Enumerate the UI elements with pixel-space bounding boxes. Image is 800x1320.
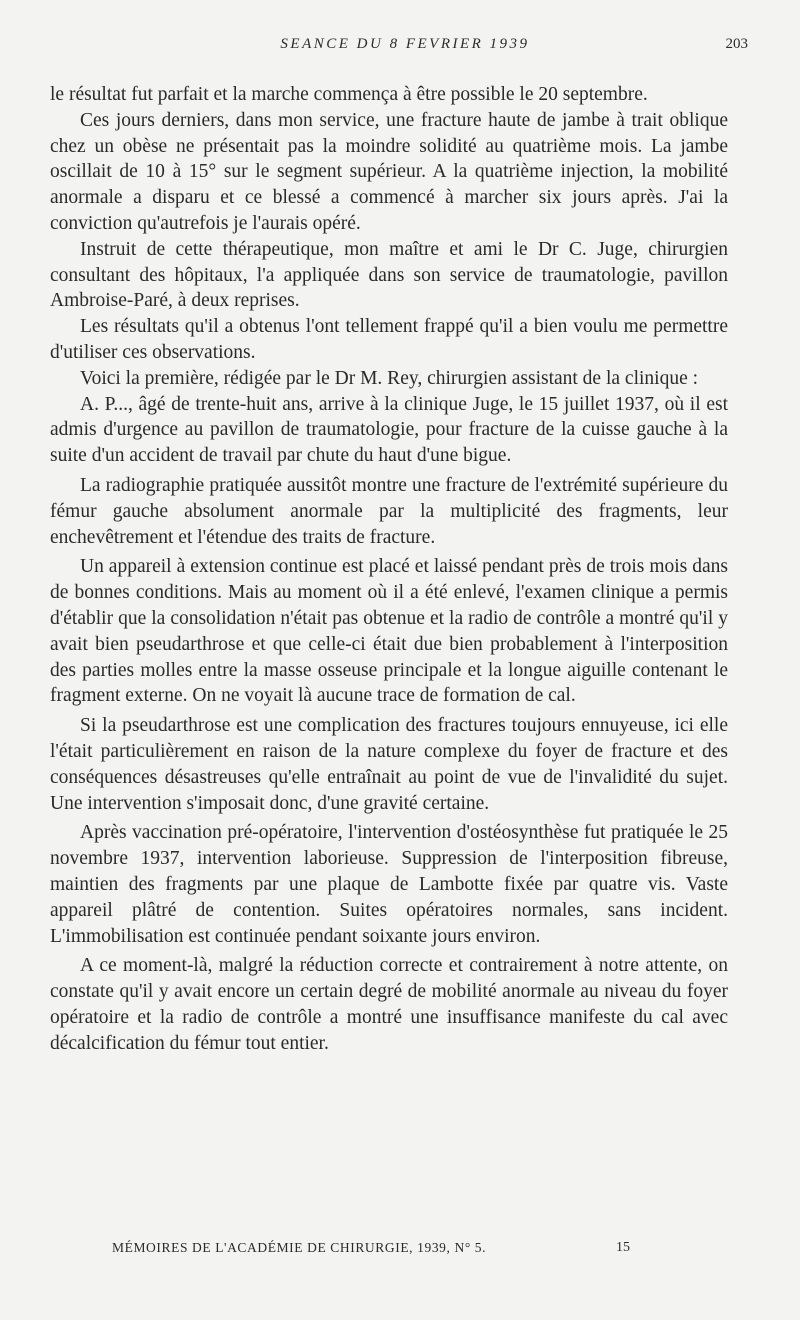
paragraph: le résultat fut parfait et la marche commença à être possible le 20 septembre.: [50, 84, 648, 105]
page-header: [50, 34, 760, 58]
journal-reference: MÉMOIRES DE L'ACADÉMIE DE CHIRURGIE, 1939, N° 5.: [112, 1240, 487, 1255]
paragraph: Les résultats qu'il a obtenus l'ont tellement frappé qu'il a bien voulu me permettre d'utiliser ces observations.: [50, 316, 728, 363]
paragraph: Instruit de cette thérapeutique, mon maître et ami le Dr C. Juge, chirurgien consultant des hôpitaux, l'a appliquée dans son service de traumatologie, pavillon Ambroise-Paré, à deux reprises.: [50, 238, 728, 312]
printer-signature: 15: [616, 1240, 630, 1255]
paragraph: Après vaccination pré-opératoire, l'intervention d'ostéosynthèse fut pratiquée le 25 novembre 1937, intervention laborieuse. Suppression de l'interposition fibreuse, maintien des fragments par une plaque de Lambotte fixée par quatre vis. Vaste appareil plâtré de contention. Suites opératoires normales, sans incident. L'immobilisation est continuée pendant soixante jours environ.: [50, 822, 728, 947]
page-number: 203: [725, 36, 748, 52]
paragraph: La radiographie pratiquée aussitôt montre une fracture de l'extrémité supérieure du fémur gauche absolument anormale par la multiplicité des fragments, leur enchevêtrement et l'étendue des traits de fracture.: [50, 474, 728, 548]
paragraph: A. P..., âgé de trente-huit ans, arrive à la clinique Juge, le 15 juillet 1937, où il est admis d'urgence au pavillon de traumatologie, pour fracture de la cuisse gauche à la suite d'un accident de travail par chute du haut d'une bigue.: [50, 393, 728, 467]
body-text: [50, 82, 728, 1056]
paragraph: Ces jours derniers, dans mon service, une fracture haute de jambe à trait oblique chez un obèse ne présentait pas la moindre solidité au quatrième mois. La jambe oscillait de 10 à 15° sur le segment supérieur. A la quatrième injection, la mobilité anormale a disparu et ce blessé a commencé à marcher six jours après. J'ai la conviction qu'autrefois je l'aurais opéré.: [50, 109, 728, 234]
paragraph: Voici la première, rédigée par le Dr M. Rey, chirurgien assistant de la clinique :: [80, 367, 699, 389]
running-title: SEANCE DU 8 FEVRIER 1939: [280, 36, 530, 52]
paragraph: A ce moment-là, malgré la réduction correcte et contrairement à notre attente, on constate qu'il y avait encore un certain degré de mobilité anormale au niveau du foyer opératoire et la radio de contrôle a montré une insuffisance manifeste du cal avec décalcification du fémur tout entier.: [50, 955, 728, 1054]
paragraph: Si la pseudarthrose est une complication des fractures toujours ennuyeuse, ici elle l'était particulièrement en raison de la nature complexe du foyer de fracture et des conséquences désastreuses qu'elle entraînait au point de vue de l'invalidité du sujet. Une intervention s'imposait donc, d'une gravité certaine.: [50, 715, 728, 814]
page-footer: [112, 1240, 760, 1262]
paragraph: Un appareil à extension continue est placé et laissé pendant près de trois mois dans de bonnes conditions. Mais au moment où il a été enlevé, l'examen clinique a permis d'établir que la consolidation n'était pas obtenue et la radio de contrôle a montré qu'il y avait bien pseudarthrose et que celle-ci était due bien probablement à l'interposition des parties molles entre la masse osseuse principale et la longue aiguille contenant le fragment externe. On ne voyait là aucune trace de formation de cal.: [50, 556, 728, 707]
